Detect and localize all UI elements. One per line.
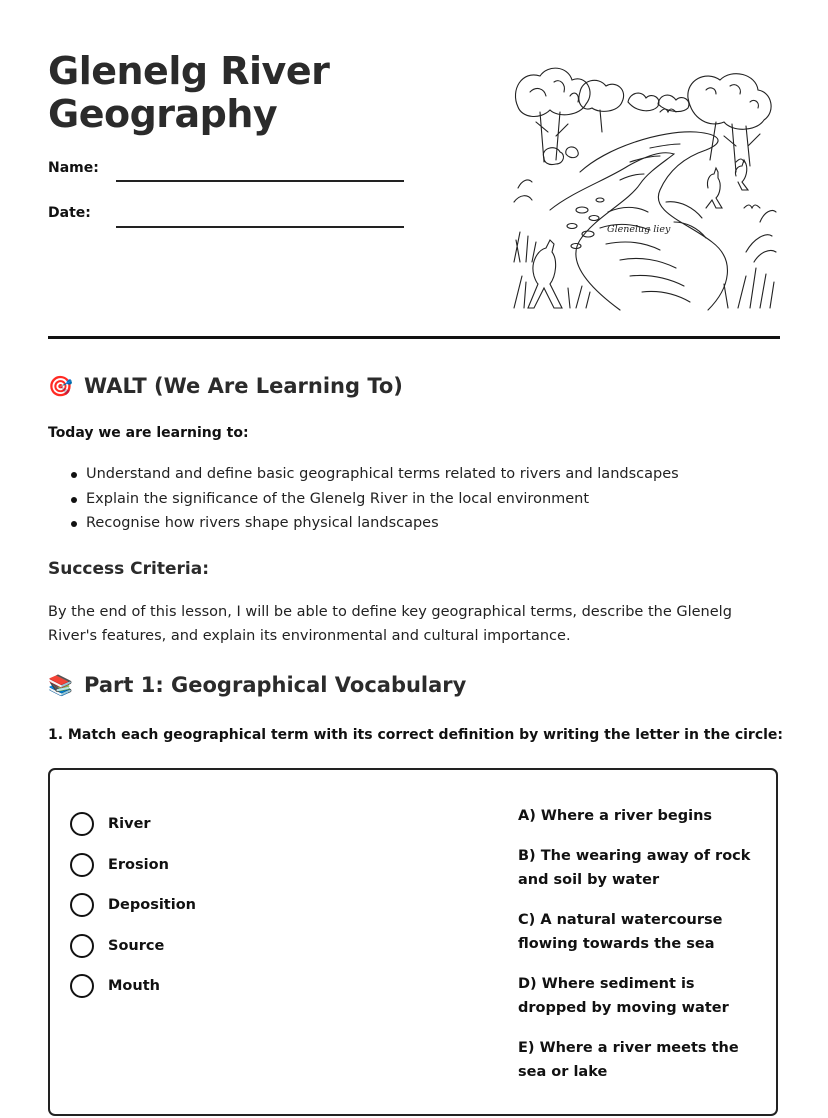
part1-heading [48,673,466,697]
term-label: River [108,816,151,833]
term-mouth [70,966,196,1007]
definitions-list [518,804,768,1100]
answer-circle[interactable] [70,812,94,836]
term-label: Mouth [108,978,160,995]
name-line[interactable] [116,180,404,182]
walt-heading-text: WALT (We Are Learning To) [84,374,403,398]
term-river [70,804,196,845]
term-erosion [70,845,196,886]
answer-circle[interactable] [70,893,94,917]
term-deposition [70,885,196,926]
walt-intro: Today we are learning to: [48,425,249,441]
terms-list [70,804,196,1007]
definition-a: A) Where a river begins [518,808,713,824]
list-item: Recognise how rivers shape physical landscapes [48,511,788,536]
definition-d: D) Where sediment is dropped by moving water [518,975,729,1016]
list-item: Understand and define basic geographical terms related to rivers and landscapes [48,462,788,487]
books-icon: 📚 [48,673,73,697]
definition-e: E) Where a river meets the sea or lake [518,1039,739,1080]
answer-circle[interactable] [70,974,94,998]
date-label: Date: [48,205,91,221]
title-line-2: Geography [48,92,278,136]
walt-heading [48,374,403,398]
date-line[interactable] [116,226,404,228]
success-criteria-text: By the end of this lesson, I will be able to define key geographical terms, describe the Glenelg River's features, and explain its environmental and cultural importance. [48,604,732,644]
target-icon: 🎯 [48,374,73,398]
definition-c: C) A natural watercourse flowing towards the sea [518,911,723,952]
header-divider [48,336,780,339]
answer-circle[interactable] [70,853,94,877]
illustration-caption: Glenelug liey [607,224,671,235]
matching-question: 1. Match each geographical term with its correct definition by writing the letter in the circle: [48,727,784,743]
part1-heading-text: Part 1: Geographical Vocabulary [84,673,467,697]
name-label: Name: [48,160,99,176]
term-source [70,926,196,967]
river-landscape-illustration [510,62,780,314]
objectives-list [48,462,788,536]
definition-b: B) The wearing away of rock and soil by water [518,847,751,888]
term-label: Source [108,937,165,954]
page-title [48,50,488,136]
term-label: Erosion [108,856,169,873]
title-line-1: Glenelg River [48,49,330,93]
term-label: Deposition [108,897,196,914]
matching-box [48,768,778,1116]
success-criteria-heading: Success Criteria: [48,559,210,579]
answer-circle[interactable] [70,934,94,958]
list-item: Explain the significance of the Glenelg River in the local environment [48,487,788,512]
